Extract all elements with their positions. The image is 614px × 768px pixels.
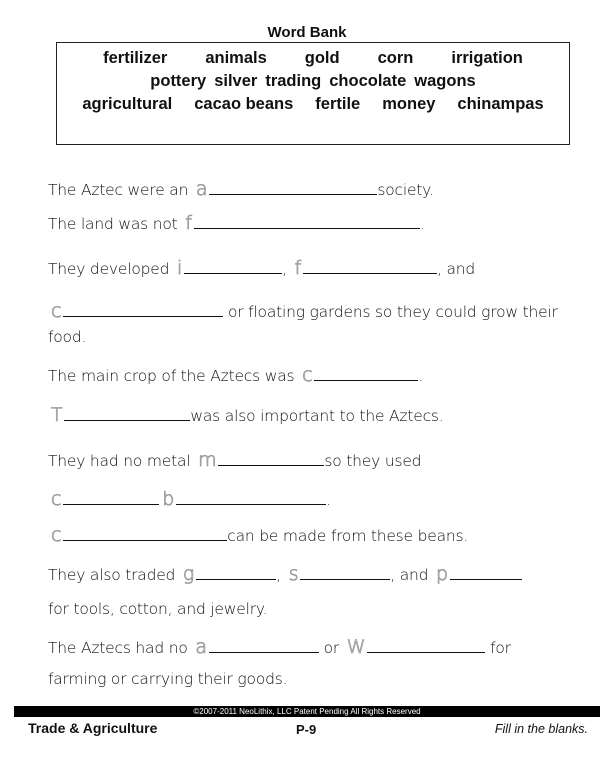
sentence-text: The Aztecs had no	[48, 639, 188, 657]
letter-hint: c	[51, 488, 62, 510]
blank-field[interactable]	[63, 526, 227, 541]
sentence-text: for	[490, 639, 511, 657]
word-bank-word: cacao beans	[194, 95, 294, 113]
sentence-text: The land was not	[48, 215, 178, 233]
sentence-7	[48, 449, 421, 471]
blank-field[interactable]	[209, 180, 377, 195]
sentence-8	[48, 488, 331, 510]
letter-hint: f	[294, 257, 302, 279]
blank-field[interactable]	[176, 490, 326, 505]
blank-field[interactable]	[209, 638, 319, 653]
sentence-10	[48, 563, 522, 585]
letter-hint: T	[51, 404, 63, 426]
sentence-5	[48, 364, 423, 386]
word-bank-word: money	[382, 95, 436, 113]
blank-field[interactable]	[184, 259, 282, 274]
letter-hint: p	[436, 563, 448, 585]
footer-topic: Trade & Agriculture	[28, 720, 158, 736]
sentence-9	[48, 524, 468, 546]
sentence-text: ,	[282, 260, 287, 278]
sentence-text: or floating gardens so they could grow their	[227, 303, 558, 321]
word-bank-word: trading	[265, 72, 322, 90]
letter-hint: m	[198, 449, 217, 471]
word-bank-word: gold	[304, 49, 340, 67]
sentence-2	[48, 212, 424, 234]
blank-field[interactable]	[63, 302, 223, 317]
word-bank-row-2	[57, 72, 569, 91]
letter-hint: b	[162, 488, 175, 510]
blank-field[interactable]	[64, 406, 190, 421]
sentence-text: The Aztec were an	[48, 181, 189, 199]
word-bank-word: irrigation	[451, 49, 523, 67]
sentence-text: .	[418, 367, 424, 385]
sentence-text: ,	[276, 566, 281, 584]
sentence-text: can be made from these beans.	[227, 527, 469, 545]
sentence-text: society.	[377, 181, 434, 199]
sentence-text: They developed	[48, 260, 170, 278]
blank-field[interactable]	[63, 490, 159, 505]
sentence-4-cont: food.	[48, 328, 87, 346]
word-bank-word: fertile	[315, 95, 361, 113]
sentence-11	[48, 636, 511, 658]
copyright-bar: ©2007-2011 NeoLithix, LLC Patent Pending All Rights Reserved	[14, 706, 600, 717]
word-bank-word: silver	[214, 72, 258, 90]
sentence-text: was also important to the Aztecs.	[190, 407, 444, 425]
footer-instruction: Fill in the blanks.	[494, 722, 588, 736]
sentence-text: , and	[390, 566, 429, 584]
sentence-text: They also traded	[48, 566, 176, 584]
word-bank-word: agricultural	[82, 95, 173, 113]
word-bank-word: corn	[377, 49, 414, 67]
word-bank-box	[56, 42, 570, 145]
word-bank-word: wagons	[414, 72, 476, 90]
letter-hint: W	[346, 636, 366, 658]
letter-hint: f	[185, 212, 192, 234]
sentence-10-cont: for tools, cotton, and jewelry.	[48, 600, 268, 618]
letter-hint: g	[182, 563, 195, 585]
word-bank-word: chocolate	[329, 72, 407, 90]
word-bank-row-1	[57, 49, 569, 68]
blank-field[interactable]	[314, 366, 418, 381]
sentence-text: .	[326, 491, 331, 509]
sentence-text: or	[323, 639, 340, 657]
blank-field[interactable]	[303, 259, 437, 274]
sentence-6	[48, 404, 444, 426]
blank-field[interactable]	[367, 638, 485, 653]
word-bank-word: fertilizer	[103, 49, 168, 67]
letter-hint: s	[288, 563, 299, 585]
word-bank-word: chinampas	[457, 95, 544, 113]
sentence-text: .	[419, 215, 425, 233]
blank-field[interactable]	[196, 565, 276, 580]
word-bank-row-3	[57, 95, 569, 114]
blank-field[interactable]	[218, 451, 324, 466]
letter-hint: c	[51, 524, 62, 546]
blank-field[interactable]	[300, 565, 390, 580]
sentence-11-cont: farming or carrying their goods.	[48, 670, 288, 688]
sentence-1	[48, 178, 434, 200]
word-bank-word: pottery	[150, 72, 207, 90]
page-number: P-9	[296, 722, 317, 737]
letter-hint: c	[302, 364, 313, 386]
sentence-text: so they used	[324, 452, 422, 470]
blank-field[interactable]	[450, 565, 522, 580]
word-bank-word: animals	[205, 49, 267, 67]
sentence-3	[48, 257, 475, 279]
blank-field[interactable]	[194, 214, 420, 229]
word-bank-title: Word Bank	[267, 24, 347, 41]
letter-hint: i	[176, 257, 183, 279]
letter-hint: a	[195, 636, 207, 658]
sentence-text: The main crop of the Aztecs was	[48, 367, 295, 385]
letter-hint: c	[51, 300, 62, 322]
letter-hint: a	[195, 178, 208, 200]
sentence-text: , and	[437, 260, 476, 278]
sentence-text: They had no metal	[48, 452, 191, 470]
sentence-4	[48, 300, 558, 322]
